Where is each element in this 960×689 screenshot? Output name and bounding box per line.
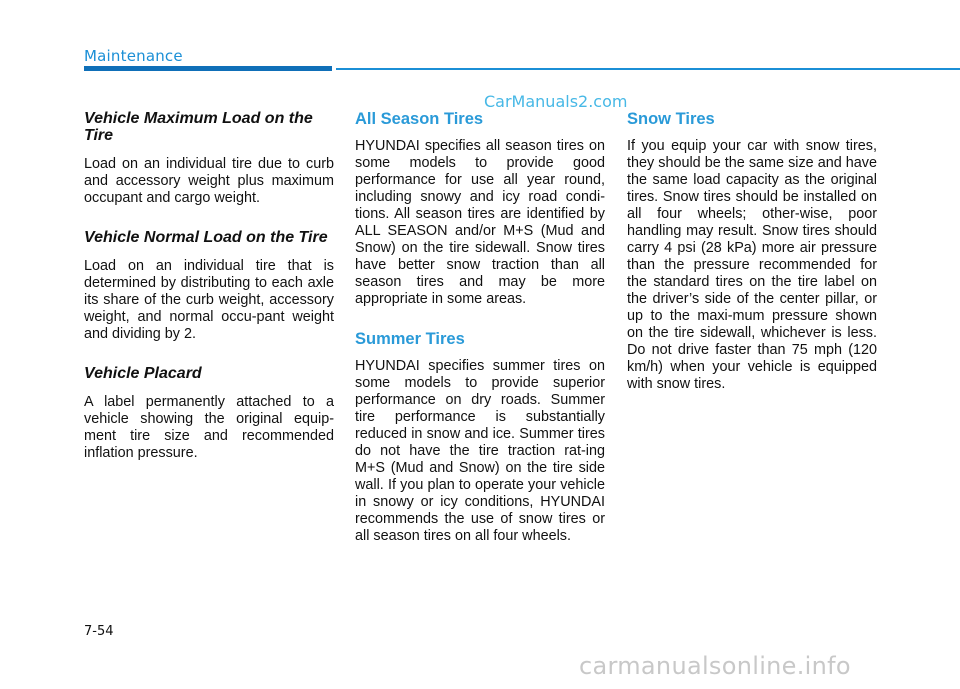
watermark-top: CarManuals2.com [484,92,628,111]
para-placard: A label permanently attached to a vehicle showing the original equip-ment tire size and recommended inflation pressure. [84,394,334,461]
heading-all-season: All Season Tires [355,110,484,128]
column-1 [84,110,334,462]
section-title: Maintenance [84,47,183,65]
heading-summer: Summer Tires [355,330,465,348]
watermark-bottom: carmanualsonline.info [579,652,851,680]
header-rule-thin [336,68,960,70]
heading-normal-load: Vehicle Normal Load on the Tire [84,229,328,246]
heading-max-load: Vehicle Maximum Load on the Tire [84,110,313,144]
column-2 [355,110,605,545]
para-max-load: Load on an individual tire due to curb and accessory weight plus maximum occupant and cargo weight. [84,156,334,206]
header-rule-thick [84,66,332,71]
para-summer: HYUNDAI specifies summer tires on some models to provide superior performance on dry roads. Summer tire performance is substantially reduced in snow and ice. Summer tires do not have the tire traction rat-ing M+S (Mud and Snow) on the tire side wall. If you plan to operate your vehicle in snowy or icy conditions, HYUNDAI recommends the use of snow tires or all season tires on all four wheels. [355,358,605,544]
column-3 [627,110,877,393]
page-number: 7-54 [84,624,114,639]
para-snow: If you equip your car with snow tires, they should be the same size and have the same load capacity as the original tires. Snow tires should be installed on all four wheels; other-wise, poor handling may result. Snow tires should carry 4 psi (28 kPa) more air pressure than the pressure recommended for the standard tires on the tire label on the driver’s side of the center pillar, or up to the maxi-mum pressure shown on the tire sidewall, whichever is less. Do not drive faster than 75 mph (120 km/h) when your vehicle is equipped with snow tires. [627,138,877,392]
para-all-season: HYUNDAI specifies all season tires on some models to provide good performance for use all year round, including snowy and icy road condi-tions. All season tires are identified by ALL SEASON and/or M+S (Mud and Snow) on the tire sidewall. Snow tires have better snow traction than all season tires and may be more appropriate in some areas. [355,138,605,307]
para-normal-load: Load on an individual tire that is determined by distributing to each axle its share of the curb weight, accessory weight, and normal occu-pant weight and dividing by 2. [84,258,334,342]
heading-snow: Snow Tires [627,110,715,128]
heading-placard: Vehicle Placard [84,365,202,382]
